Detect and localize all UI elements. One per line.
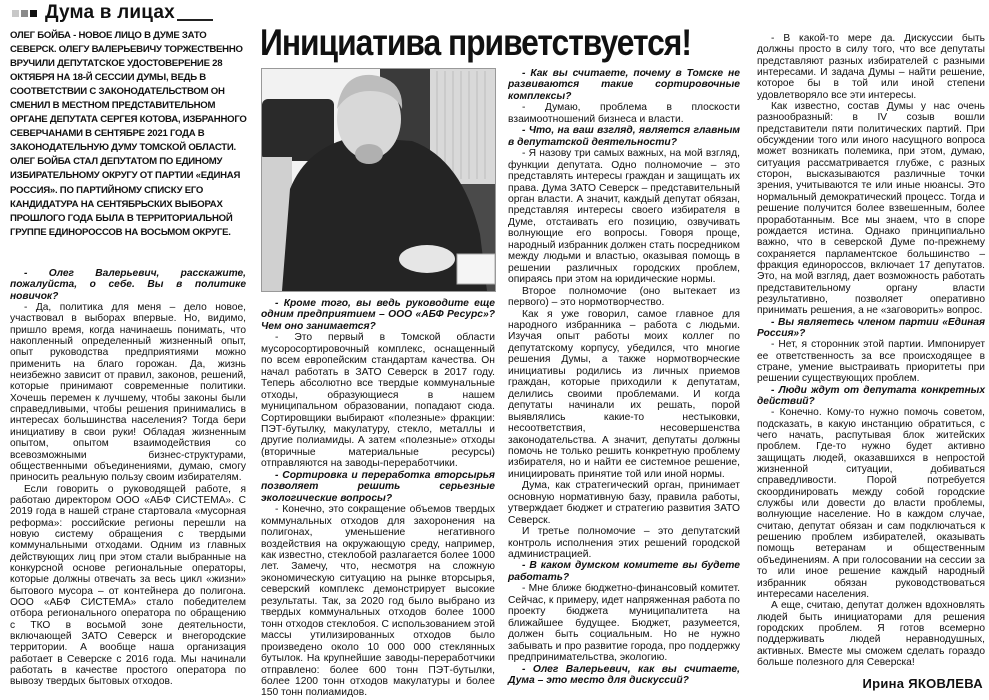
interview-question: - Вы являетесь членом партии «Единая Россия»?: [757, 316, 985, 339]
interview-answer: А еще, считаю, депутат должен вдохновлять людей быть инициаторами для решения городских проблем. Я готов всемерно поддерживать людей неравнодушных, активных. Вместе мы сможем сделать гораздо больше полезного для Северска!: [757, 600, 985, 668]
interview-answer: Второе полномочие (оно вытекает из первого) – это нормотворчество.: [508, 285, 740, 309]
article-column-4: [757, 33, 985, 668]
article-lead: ОЛЕГ БОЙБА - НОВОЕ ЛИЦО В ДУМЕ ЗАТО СЕВЕРСК. ОЛЕГУ ВАЛЕРЬЕВИЧУ ТОРЖЕСТВЕННО ВРУЧИЛИ ДЕПУТАТСКОЕ УДОСТОВЕРЕНИЕ 28 ОКТЯБРЯ НА 18-Й СЕССИИ ДУМЫ, ВЕДЬ В СООТВЕТСТВИИ С ЗАКОНОДАТЕЛЬСТВОМ ОН СМЕНИЛ В МЕСТНОМ ПРЕДСТАВИТЕЛЬНОМ ОРГАНЕ ДЕПУТАТА СЕРГЕЯ КОТОВА, ИЗБРАННОГО СЕВЕРЧАНАМИ В СЕНТЯБРЕ 2021 ГОДА В ЗАКОНОДАТЕЛЬНУЮ ДУМУ ТОМСКОЙ ОБЛАСТИ. ОЛЕГ БОЙБА СТАЛ ДЕПУТАТОМ ПО ЕДИНОМУ ИЗБИРАТЕЛЬНОМУ ОКРУГУ ОТ ПАРТИИ «ЕДИНАЯ РОССИЯ». ПО ПАРТИЙНОМУ СПИСКУ ЕГО КАНДИДАТУРА НА СЕНТЯБРЬСКИХ ВЫБОРАХ ПРОШЛОГО ГОДА БЫЛА В ТЕРРИТОРИАЛЬНОЙ ГРУППЕ ЕДИНОРОССОВ НА ВОСЬМОМ ОКРУГЕ.: [10, 30, 247, 238]
interview-answer: Дума, как стратегический орган, принимает основную нормативную базу, правила работы, утверждает бюджет и стратегию развития ЗАТО Северск.: [508, 480, 740, 526]
interview-question: - Как вы считаете, почему в Томске не развиваются такие сортировочные комплексы?: [508, 68, 740, 102]
rubric-header: [12, 2, 213, 24]
interview-question: - Кроме того, вы ведь руководите еще одним предприятием – ООО «АБФ Ресурс»? Чем оно занимается?: [261, 298, 495, 332]
interview-answer: - Да, политика для меня – дело новое, участвовал в выборах впервые. Но, видимо, пришло время, когда начинаешь понимать, что накопленный определенный жизненный опыт, опыт руководства предприятиями можно применить на благо горожан. Да, жизнь неизбежно зависит от правил, законов, решений, которые принимают современные политики. Хочешь перемен к лучшему, чтобы законы были справедливыми, чтобы решения принимались в интересах большинства населения? Тогда бери инициативу в свои руки! Обладая жизненным опытом, опытом взаимодействия со всевозможными бизнес-структурами, общественными объединениями, думаю, смогу приносить реальную пользу своим избирателям.: [10, 302, 246, 484]
article-headline: Инициатива приветствуется!: [260, 22, 691, 63]
article-column-2: [261, 298, 495, 699]
rubric-underline: [177, 5, 213, 21]
rubric-square-dark: [30, 10, 37, 17]
interview-question: - Олег Валерьевич, как вы считаете, Дума – это место для дискуссий?: [508, 663, 740, 687]
author-signature: Ирина ЯКОВЛЕВА: [862, 676, 983, 691]
rubric-title: Дума в лицах: [45, 2, 175, 23]
interview-question: - Люди ждут от депутата конкретных действий?: [757, 384, 985, 407]
interview-answer: - Я назову три самых важных, на мой взгляд, функции депутата. Одно полномочие – это представлять интересы граждан и защищать их права. Дума ЗАТО Северск – представительный орган власти. А значит, каждый депутат обязан, представляя интересы своего избирателя в Думе, отстаивать его позицию, озвучивать волнующие его вопросы. Говоря проще, народный избранник должен стать посредником между людьми и властью, оказывая помощь в решении различных городских проблем, опираясь при этом на юридические нормы.: [508, 148, 740, 286]
interview-question: - В каком думском комитете вы будете работать?: [508, 560, 740, 583]
portrait-photo: [261, 68, 496, 292]
portrait-photo-icon: [262, 69, 495, 291]
interview-answer: - Нет, я сторонник этой партии. Импонирует ее ответственность за все происходящее в стране, умение выстраивать приоритеты при решении существующих проблем.: [757, 339, 985, 385]
interview-question: - Сортировка и переработка вторсырья позволяет решить серьезные экологические вопросы?: [261, 469, 495, 504]
interview-answer: И третье полномочие – это депутатский контроль исполнения этих решений городской администрацией.: [508, 526, 740, 561]
interview-answer: - Конечно. Кому-то нужно помочь советом, подсказать, в какую инстанцию обратиться, с чего начать, распутывая блок житейских проблем. Где-то нужно будет активно защищать людей, оказавшихся в непростой жизненной ситуации, добиваться справедливости. Порой потребуется скоординировать между собой городские службы или довести до власти проблемы, волнующие население. Но в каждом случае, считаю, депутат обязан и сам подключаться к решению проблем избирателей, оказывать помощь ветеранам и общественным объединениям. А при голосовании на сессии за то или иное решение каждый народный избранник обязан руководствоваться интересами населения.: [757, 407, 985, 600]
interview-answer: Как известно, состав Думы у нас очень разнообразный: в IV созыв вошли представители пяти политических партий. При обсуждении того или иного насущного вопроса может возникать полемика, при этом, думаю, ситуация рассматривается глубже, с разных сторон, высказываются различные точки зрения, учитываются те или иные нюансы. Это нормальный демократический процесс. Тогда и решение получится более взвешенным, более проработанным. Все мы знаем, что в споре рождается истина. Однако принципиально важно, что в северской Думе по-прежнему сохраняется парламентское большинство – фракция единороссов, включает 17 депутатов. Это, на мой взгляд, дает возможность работать представительному органу власти результативно, позволяет оперативно принимать решения, а не «заговорить» вопрос.: [757, 101, 985, 317]
interview-answer: Если говорить о руководящей работе, я работаю директором ООО «АБФ СИСТЕМА». С 2019 года в нашей стране стартовала «мусорная реформа»: российские регионы перешли на новую систему обращения с твердыми коммунальными отходами. Одним из главных действующих лиц при этом стали выбранные на конкурсной основе региональные операторы, которые должны отвечать за весь цикл «жизни» бытового мусора – от контейнера до полигона. ООО «АБФ СИСТЕМА» стало победителем отбора регионального оператора по обращению с ТКО в восьмой зоне деятельности, включающей ЗАТО Северск и внегородские территории. А вообще наша организация работает в Северске с 2016 года. Мы начинали работать в качестве простого оператора по вывозу твердых бытовых отходов.: [10, 483, 246, 688]
rubric-square-light: [12, 10, 19, 17]
interview-question: - Олег Валерьевич, расскажите, пожалуйста, о себе. Вы в политике новичок?: [10, 268, 246, 302]
interview-answer: - Конечно, это сокращение объемов твердых коммунальных отходов для захоронения на полигонах, уменьшение негативного воздействия на окружающую среду, например, как известно, стеклобой разлагается более 1000 лет. Замечу, что, несмотря на сложную экономическую ситуацию на рынке вторсырья, северский комплекс демонстрирует высокие результаты. Так, за 2020 год было выбрано из твердых коммунальных отходов более 1000 тонн отходов стеклобоя. С использованием этой массы утилизированных отходов было произведено около 10 000 000 стеклянных бутылок. На крупнейшие заводы-переработчики отправлено: более 600 тонн ПЭТ-бутылки, более 1200 тонн отходов макулатуры и более 150 тонн полиамидов.: [261, 504, 495, 699]
article-column-1: [10, 268, 246, 688]
interview-answer: - Это первый в Томской области мусоросортировочный комплекс, оснащенный по всем европейским стандартам качества. Он начал работать в ЗАТО Северск в 2017 году. Теперь абсолютно все твердые коммунальные отходы, образующиеся в нашем муниципальном образовании, попадают сюда. Сортировщики выбирают «полезные» фракции: ПЭТ-бутылку, макулатуру, стекло, металлы и другие полиамиды. А затем «полезные» отходы (вторичные материальные ресурсы) отправляются на заводы-переработчики.: [261, 332, 495, 470]
interview-answer: - Мне ближе бюджетно-финансовый комитет. Сейчас, к примеру, идет напряженная работа по проекту бюджета муниципалитета на ближайшее будущее. Бюджет, разумеется, должен быть социальным. Но не нужно забывать и про развитие города, про поддержку предпринимательства, экологию.: [508, 583, 740, 664]
interview-answer: Как я уже говорил, самое главное для народного избранника – работа с людьми. Изучая опыт работы моих коллег по депутатскому корпусу, убедился, что многие решения Думы, а также нормотворческие инициативы родились из личных приемов граждан, которые приходили к депутатам, делились своими проблемами. И когда депутаты начинали их решать, порой выявлялись какие-то нестыковки, несоответствия, несовершенства законодательства. А значит, депутаты должны помочь не только решить конкретную проблему избирателя, но и найти ее системное решение, инициировать принятие той или иной нормы.: [508, 308, 740, 480]
interview-answer: - В какой-то мере да. Дискуссии быть должны просто в силу того, что все депутаты представляют разных избирателей с разными интересами. И задача Думы – найти решение, которое бы в той или иной степени удовлетворяло все эти интересы.: [757, 33, 985, 101]
article-column-3: [508, 68, 740, 686]
interview-answer: - Думаю, проблема в плоскости взаимоотношений бизнеса и власти.: [508, 102, 740, 125]
interview-question: - Что, на ваш взгляд, является главным в депутатской деятельности?: [508, 125, 740, 148]
rubric-square-mid: [21, 10, 28, 17]
